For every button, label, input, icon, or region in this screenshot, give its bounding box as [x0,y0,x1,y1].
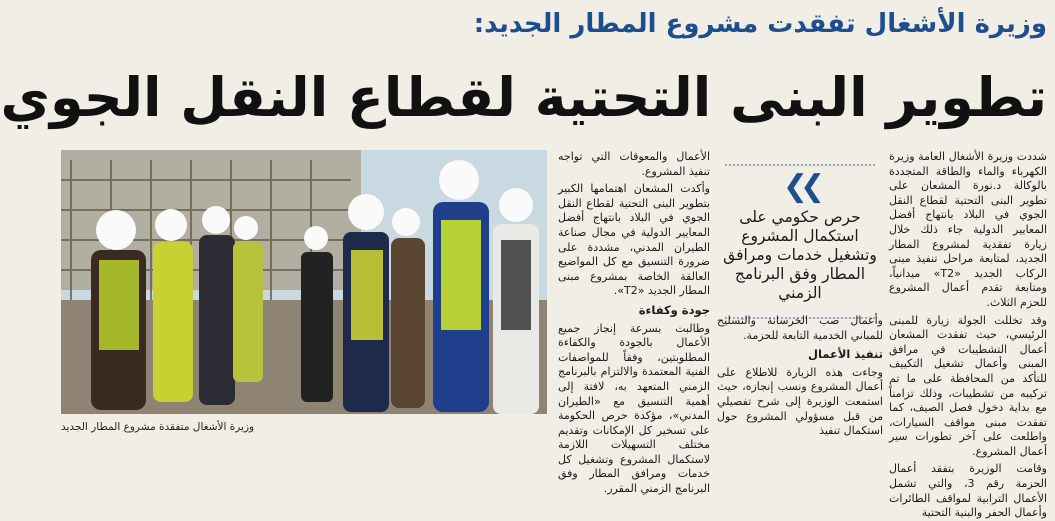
article-photo [61,150,547,414]
article-headline: تطوير البنى التحتية لقطاع النقل الجوي [0,66,1047,129]
subheading: جودة وكفاءة [638,302,710,317]
subheading: تنفيذ الأعمال [808,347,883,362]
paragraph: وجاءت هذه الزيارة للاطلاع على أعمال المشروع ونسب إنجازه، حيث استمعت الوزيرة إلى شرح تفصيلي من قبل مسؤولي المشروع حول استكمال تنفيذ [717,365,883,438]
paragraph: وقامت الوزيرة بتفقد أعمال الحزمة رقم 3، والتي تشمل الأعمال الترابية لمواقف الطائرات وأعمال الحفر والبنية التحتية [889,462,1047,520]
paragraph: شددت وزيرة الأشغال العامة وزيرة الكهرباء والماء والطاقة المتجددة بالوكالة د.نورة المشعان على تطوير البنى التحتية لقطاع النقل الجوي في البلاد بانتهاج أفضل المعايير الدولية جاء ذلك خلال زيارة تفقدية لمشروع المطار الجديد، لمتابعة مراحل تنفيذ مبنى الركاب الجديد «T2» ميدانياً، ومتابعة تقدم أعمال المشروع للحزم الثلاث. [889,150,1047,309]
article-column-1 [889,150,1047,520]
paragraph: وقد تخللت الجولة زيارة للمبنى الرئيسي، حيث تفقدت المشعان أعمال التشطيبات في مرافق المبنى وأعمال تشغيل التكييف للتأكد من المحافظة على ما تم تركيبه من تشطيبات، وذلك تزامناً مع بداية دخول فصل الصيف، كما تفقدت مبنى مواقف السيارات، واطلعت على آخر تطورات سير أعمال المشروع. [889,313,1047,458]
paragraph: وطالبت بسرعة إنجاز جميع الأعمال بالجودة والكفاءة المطلوبتين، وفقاً للمواصفات الفنية المعتمدة والالتزام بالبرنامج الزمني المتعهد به، لافتة إلى أهمية التنسيق مع «الطيران المدني»، مؤكدة حرص الحكومة على تسخير كل الإمكانات وتقديم مختلف التسهيلات اللازمة لاستكمال المشروع وتشغيل كل خدمات ومرافق المطار وفق البرنامج الزمني المقرر. [558,321,710,496]
paragraph: الأعمال والمعوقات التي تواجه تنفيذ المشروع. [558,150,710,178]
photo-caption: وزيرة الأشغال متفقدة مشروع المطار الجديد [61,421,255,433]
paragraph: وأعمال صب الخرسانة والتسليح للمباني الخدمية التابعة للحزمة. [717,314,883,342]
pull-quote-text: حرص حكومي على استكمال المشروع وتشغيل خدمات ومرافق المطار وفق البرنامج الزمني [723,208,877,302]
article-column-2 [717,314,883,436]
pull-quote [717,150,883,310]
paragraph: وأكدت المشعان اهتمامها الكبير بتطوير البنى التحتية لقطاع النقل الجوي في البلاد بانتهاج أفضل المعايير الدولية في مجال صناعة الطيران المدني، مشددة على ضرورة التنسيق مع كل المواضيع العالقة الخاصة بمشروع مبنى المطار الجديد «T2». [558,182,710,298]
divider [725,164,875,166]
chevrons-icon: ❯❯ [782,169,818,204]
article-column-3 [558,150,710,496]
article-kicker: وزيرة الأشغال تفقدت مشروع المطار الجديد: [473,9,1047,39]
site-visit-illustration [61,150,547,414]
